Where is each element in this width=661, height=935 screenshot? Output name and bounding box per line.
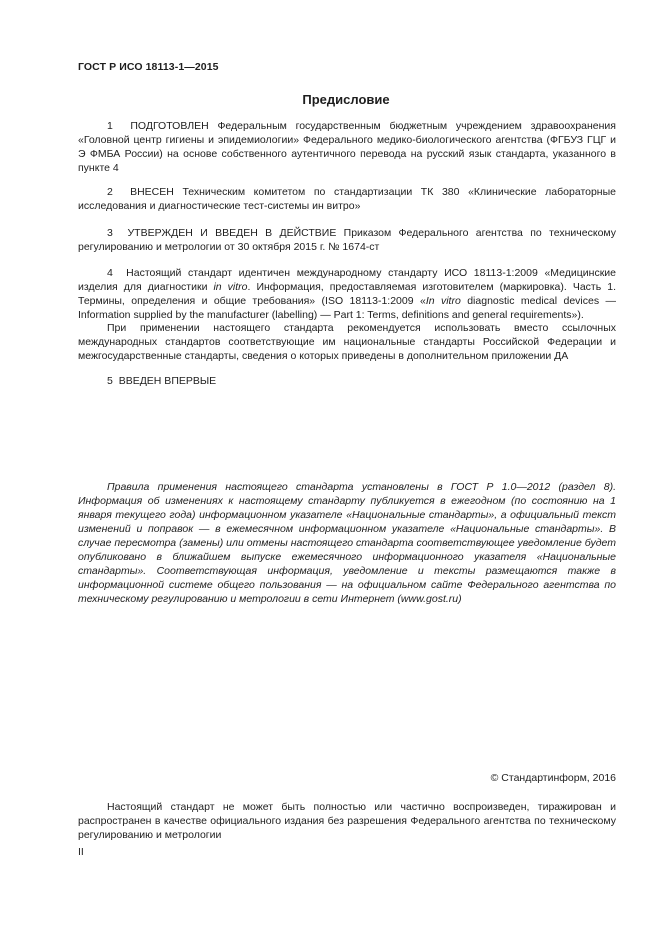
item-5-text: ВВЕДЕН ВПЕРВЫЕ <box>118 375 217 387</box>
item-3 <box>78 226 616 254</box>
item-4-text-a: Настоящий стандарт идентичен международному стандарту ИСО 18113-1:2009 «Медицинские изделия для диагностики <box>78 267 617 293</box>
item-4-text-b: . Информация, предоставляемая изготовителем (маркировка). Часть 1. Термины, определения и общие требования» (ISO 18113-1:2009 « <box>78 281 616 307</box>
item-3-text: УТВЕРЖДЕН И ВВЕДЕН В ДЕЙСТВИЕ Приказом Федерального агентства по техническому регулированию и метрологии от 30 октября 2015 г. № 1674-ст <box>78 227 616 253</box>
item-5 <box>78 374 616 388</box>
item-2 <box>78 185 616 213</box>
rules-note: Правила применения настоящего стандарта установлены в ГОСТ Р 1.0—2012 (раздел 8). Информация об изменениях к настоящему стандарту публикуется в ежегодном (по состоянию на 1 января текущего года) информационном указателе «Национальные стандарты», а официальный текст изменений и поправок — в ежемесячном информационном указателе «Национальные стандарты». В случае пересмотра (замены) или отмены настоящего стандарта соответствующее уведомление будет опубликовано в ближайшем выпуске ежемесячного информационного указателя «Национальные стандарты». Соответствующая информация, уведомление и тексты размещаются также в информационной системе общего пользования — на официальном сайте Федерального агентства по техническому регулированию и метрологии в сети Интернет (www.gost.ru) <box>78 481 616 605</box>
item-1-text: ПОДГОТОВЛЕН Федеральным государственным бюджетным учреждением здравоохранения «Головной центр гигиены и эпидемиологии» Федерального медико-биологического агентства (ФГБУЗ ГЦГ и Э ФМБА России) на основе собственного аутентичного перевода на русский язык стандарта, указанного в пункте 4 <box>78 120 616 174</box>
item-2-text: ВНЕСЕН Техническим комитетом по стандартизации ТК 380 «Клинические лабораторные исследования и диагностические тест-системы ин витро» <box>78 186 616 212</box>
copyright: © Стандартинформ, 2016 <box>490 772 616 784</box>
page-title: Предисловие <box>302 92 390 107</box>
page-number: II <box>78 846 84 858</box>
item-3-number: 3 <box>107 227 113 239</box>
item-4-italic-b: In vitro <box>425 295 461 307</box>
item-5-number: 5 <box>107 375 113 387</box>
item-4 <box>78 266 616 322</box>
item-1-number: 1 <box>107 120 113 132</box>
item-1 <box>78 119 616 175</box>
item-4-italic-a: in vitro <box>213 281 248 293</box>
item-2-number: 2 <box>107 186 113 198</box>
item-4-text-c: diagnostic medical devices — Information supplied by the manufacturer (labelling) — Part 1: Terms, definitions and general requirements»). <box>78 295 616 321</box>
item-4-continuation: При применении настоящего стандарта рекомендуется использовать вместо ссылочных международных стандартов соответствующие им национальные стандарты Российской Федерации и межгосударственные стандарты, сведения о которых приведены в дополнительном приложении ДА <box>78 322 616 362</box>
reproduction-notice: Настоящий стандарт не может быть полностью или частично воспроизведен, тиражирован и распространен в качестве официального издания без разрешения Федерального агентства по техническому регулированию и метрологии <box>78 801 616 841</box>
item-4-number: 4 <box>107 267 113 279</box>
standard-code: ГОСТ Р ИСО 18113-1—2015 <box>78 61 219 73</box>
